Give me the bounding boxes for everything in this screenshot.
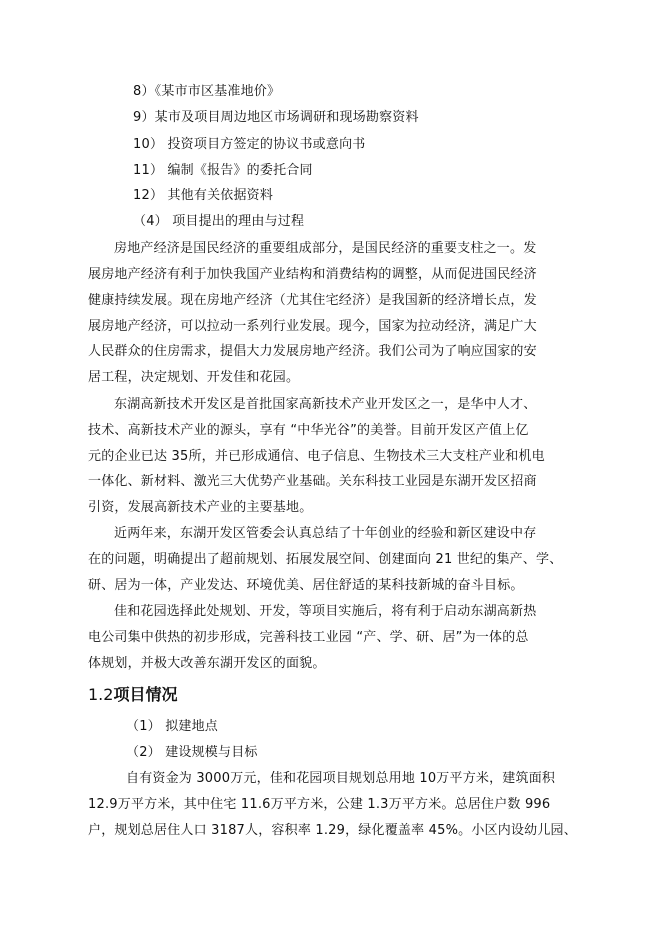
subsection-heading: （4） 项目提出的理由与过程 [133,214,305,229]
section-number: 1.2 [88,685,114,704]
paragraph-line: 近两年来，东湖开发区管委会认真总结了十年创业的经验和新区建设中存 [114,526,537,541]
paragraph-line: 电公司集中供热的初步形成，完善科技工业园 “产、学、研、居”为一体的总 [88,630,529,645]
paragraph-line: 一体化、新材料、激光三大优势产业基础。关东科技工业园是东湖开发区招商 [88,474,537,489]
paragraph-line: 佳和花园选择此处规划、开发，等项目实施后，将有利于启动东湖高新热 [114,604,537,619]
paragraph-line: 东湖高新技术开发区是首批国家高新技术产业开发区之一，是华中人才、 [114,397,537,412]
list-item: 10） 投资项目方签定的协议书或意向书 [133,137,366,152]
paragraph-line: 房地产经济是国民经济的重要组成部分，是国民经济的重要支柱之一。发 [114,241,537,256]
section-heading [88,685,177,705]
section-title: 项目情况 [113,685,178,704]
paragraph-line: 居工程，决定规划、开发佳和花园。 [88,370,300,385]
paragraph-line: 元的企业已达 35所，并已形成通信、电子信息、生物技术三大支柱产业和机电 [88,449,545,464]
paragraph-line: 在的问题，明确提出了超前规划、拓展发展空间、创建面向 21 世纪的集产、学、 [88,552,563,567]
paragraph-line: 户，规划总居住人口 3187人，容积率 1.29，绿化覆盖率 45%。小区内设幼儿园、 [88,823,577,838]
paragraph-line: 技术、高新技术产业的源头，享有 “中华光谷”的美誉。目前开发区产值上亿 [88,423,529,438]
paragraph-line: 引资，发展高新技术产业的主要基地。 [88,500,313,515]
list-item: 11） 编制《报告》的委托合同 [133,163,313,178]
paragraph-line: 自有资金为 3000万元，佳和花园项目规划总用地 10万平方米，建筑面积 [126,771,556,786]
paragraph-line: 研、居为一体，产业发达、环境优美、居住舒适的某科技新城的奋斗目标。 [88,578,524,593]
subsection-heading: （2） 建设规模与目标 [126,745,258,760]
list-item: 9）某市及项目周边地区市场调研和现场勘察资料 [133,110,419,125]
paragraph-line: 12.9万平方米，其中住宅 11.6万平方米，公建 1.3万平方米。总居住户数 996 [88,797,551,812]
paragraph-line: 人民群众的住房需求，提倡大力发展房地产经济。我们公司为了响应国家的安 [88,344,537,359]
paragraph-line: 健康持续发展。现在房地产经济（尤其住宅经济）是我国新的经济增长点，发 [88,293,537,308]
list-item: 8）《某市市区基准地价》 [133,84,281,99]
subsection-heading: （1） 拟建地点 [126,719,219,734]
list-item: 12） 其他有关依据资料 [133,188,274,203]
paragraph-line: 展房地产经济有利于加快我国产业结构和消费结构的调整，从而促进国民经济 [88,267,537,282]
paragraph-line: 体规划，并极大改善东湖开发区的面貌。 [88,656,326,671]
paragraph-line: 展房地产经济，可以拉动一系列行业发展。现今，国家为拉动经济，满足广大 [88,319,537,334]
